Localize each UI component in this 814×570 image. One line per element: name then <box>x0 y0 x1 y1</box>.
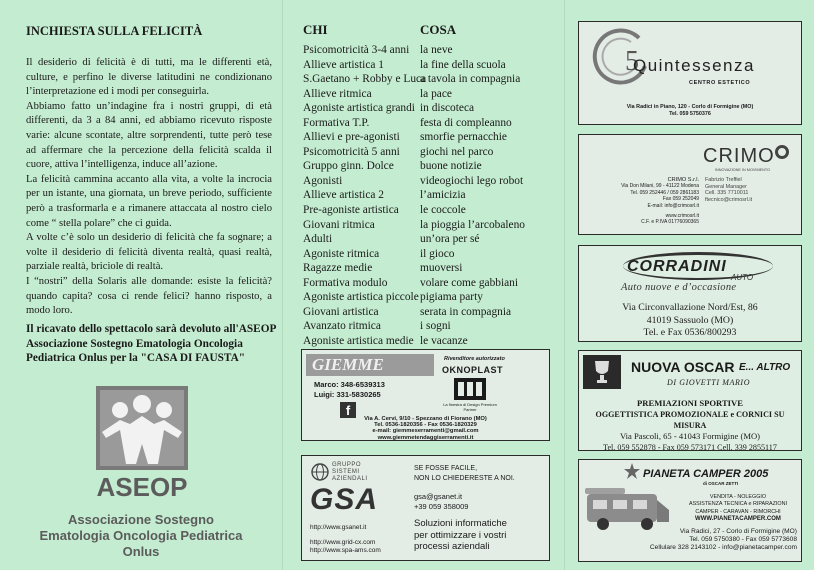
chi-item: Agoniste artistica grandi <box>303 102 415 115</box>
cosa-item: festa di compleanno <box>420 116 512 129</box>
cosa-item: a tavola in compagnia <box>420 73 521 86</box>
survey-title: INCHIESTA SULLA FELICITÀ <box>26 24 203 38</box>
chi-item: Agonisti <box>303 174 343 187</box>
crimo-logo: CRIMO <box>703 145 775 167</box>
camper-service: VENDITA - NOLEGGIO <box>709 494 767 500</box>
crimo-contact-line: ftecnico@crimosrl.it <box>705 196 753 203</box>
camper-owner: di OSCAR ZETTI <box>703 481 739 486</box>
intro-paragraph: A volte c’è solo un desiderio di felicità che fa sognare; a volte il desiderio di felicità diventa realtà, quasi realtà, parziale realtà, briciole di realtà. <box>26 232 272 273</box>
gsa-slogan: NON LO CHIEDERESTE A NOI. <box>414 474 515 482</box>
giemme-phone: Luigi: 331-5830265 <box>314 390 381 399</box>
gsa-group-line: GRUPPO <box>332 462 362 468</box>
corradini-tagline: Auto nuove e d’occasione <box>621 282 737 293</box>
intro-text <box>26 56 272 319</box>
oscar-owner: DI GIOVETTI MARIO <box>667 378 751 387</box>
svg-text:5: 5 <box>625 46 639 77</box>
chi-item: Allieve ritmica <box>303 87 372 100</box>
corradini-address-line: Via Circonvallazione Nord/Est, 86 <box>622 302 758 313</box>
giemme-address-line: Tel. 0536-1820356 - Fax 0536-1820329 <box>374 422 477 429</box>
aseop-logo <box>82 380 202 504</box>
oscar-line: Via Pascoli, 65 - 41043 Formigine (MO) <box>619 431 761 441</box>
cosa-item: buone notizie <box>420 160 482 173</box>
chi-list <box>303 43 427 348</box>
chi-item: Gruppo ginn. Dolce <box>303 160 394 173</box>
chi-item: Agoniste artistica piccole <box>303 291 419 304</box>
pianeta-camper-ad <box>578 459 802 562</box>
crimo-ad <box>578 134 802 235</box>
crimo-tagline: INNOVAZIONE IN MOVIMENTO <box>715 168 771 172</box>
aseop-logo-text: ASEOP <box>96 472 188 502</box>
oscar-line: PREMIAZIONI SPORTIVE <box>637 398 743 408</box>
association-name <box>0 512 282 560</box>
camper-address-line: Cellulare 328 2143102 - info@pianetacamper.com <box>649 544 797 551</box>
quintessenza-address: Via Radici in Piano, 120 - Corlo di Formigine (MO) <box>626 104 754 110</box>
giemme-address-line: www.giemmetendaggiserramenti.it <box>377 434 474 441</box>
chi-item: Avanzato ritmica <box>303 320 381 333</box>
corradini-address-line: 41019 Sassuolo (MO) <box>646 314 734 326</box>
giemme-phone: Marco: 348-6539313 <box>314 380 385 389</box>
chi-item: Formativa T.P. <box>303 116 370 129</box>
crimo-company: CRIMO S.r.l. <box>667 177 699 183</box>
crimo-contact-line: Fabrizio Treffiel <box>705 177 742 183</box>
gsa-email[interactable]: gsa@gsanet.it <box>414 492 463 501</box>
corradini-subtitle: AUTO <box>731 273 754 282</box>
quintessenza-tel: Tel. 059 5750376 <box>669 111 711 117</box>
cosa-item: serata in compagnia <box>420 305 512 318</box>
gsa-description: processi aziendali <box>414 541 490 552</box>
chi-item: Ragazze medie <box>303 262 373 275</box>
cosa-item: smorfie pernacchie <box>420 131 507 144</box>
chi-item: Agoniste artistica medie <box>303 334 414 347</box>
gsa-slogan: SE FOSSE FACILE, <box>414 465 478 472</box>
gsa-group-line: SISTEMI <box>332 469 360 475</box>
camper-service: CAMPER - CARAVAN - RIMORCHI <box>695 508 781 515</box>
quintessenza-logo: Quintessenza <box>633 56 755 75</box>
camper-address-line: Tel. 059 5750380 - Fax 059 5773608 <box>689 536 797 543</box>
cosa-item: le coccole <box>420 204 466 217</box>
globe-icon <box>310 462 330 482</box>
chi-item: Psicomotricità 5 anni <box>303 145 400 158</box>
cosa-item: pigiama party <box>420 291 483 304</box>
crimo-web[interactable]: www.crimosrl.it <box>665 213 699 219</box>
oknoplast-logo: OKNOPLAST <box>442 365 504 375</box>
chi-item: S.Gaetano + Robby e Luca <box>303 73 427 86</box>
cosa-item: un’ora per sé <box>420 233 480 246</box>
window-icon <box>454 378 486 400</box>
cosa-item: la pioggia l’arcobaleno <box>420 218 526 231</box>
corradini-ad <box>578 245 802 342</box>
cosa-item: videogiochi lego robot <box>420 174 524 187</box>
chi-item: Allieve artistica 1 <box>303 58 384 71</box>
gsa-logo: GSA <box>310 483 379 516</box>
corradini-address-line: Tel. e Fax 0536/800293 <box>643 327 737 338</box>
gsa-phone: +39 059 358009 <box>414 501 469 511</box>
crimo-vat: C.F. e P.IVA 01776090365 <box>641 219 699 226</box>
cosa-item: i sogni <box>420 320 451 333</box>
star-icon <box>623 462 641 480</box>
gsa-url[interactable]: http://www.spa-ams.com <box>310 547 381 554</box>
cosa-item: in discoteca <box>420 102 475 115</box>
crimo-address-line: Tel. 059 252446 / 059 2861183 <box>630 189 699 196</box>
chi-item: Allievi e pre-agonisti <box>303 131 400 144</box>
chi-header: CHI <box>303 22 328 37</box>
crimo-address-line: Fax 059 252049 <box>662 196 699 203</box>
intro-paragraph: I “nostri” della Solaris alle domande: esiste la felicità? quando capita? cosa ci rende felici? hanno risposto, a modo loro. <box>26 275 272 317</box>
corradini-logo: CORRADINI <box>627 258 727 275</box>
camper-service: ASSISTENZA TECNICA e RIPARAZIONI <box>688 501 788 508</box>
quintessenza-subtitle: CENTRO ESTETICO <box>689 80 751 86</box>
crimo-contact-line: Cell. 335 7710011 <box>705 190 749 196</box>
gsa-description: per ottimizzare i vostri <box>414 529 507 541</box>
cosa-item: la fine della scuola <box>420 58 506 71</box>
oscar-logo: NUOVA OSCAR <box>631 359 735 375</box>
cosa-item: volare come gabbiani <box>420 276 519 289</box>
cosa-item: muoversi <box>420 262 463 275</box>
trophy-shape-icon <box>591 359 613 385</box>
intro-paragraph: Abbiamo fatto un’indagine fra i nostri gruppi, di età differenti, da 3 a 84 anni, ed abbiamo ricevuto risposte varie: alcune scontate, altre sorprendenti, tutte però tese ad affermare che la percezione della felicità scalda il cuore, attiva l’intelligenza, induce all’azione. <box>26 100 272 171</box>
chi-item: Allieve artistica 2 <box>303 189 384 202</box>
crimo-contact-line: General Manager <box>705 183 747 190</box>
chi-item: Agoniste ritmica <box>303 247 380 260</box>
cosa-item: il gioco <box>420 247 455 260</box>
association-name-line: Onlus <box>122 544 160 559</box>
intro-paragraph: La felicità cammina accanto alla vita, a volte la incrocia per un istante, una giornata, un breve periodo, sufficiente però a trasformarla e a rimanere attaccata al nostro cielo come “ stella polare” che ci guida. <box>26 173 272 229</box>
giemme-dealer: Rivenditore autorizzato <box>444 356 505 362</box>
oscar-line: OGGETTISTICA PROMOZIONALE e CORNICI SU MISURA <box>595 410 785 430</box>
oknoplast-tagline: La finestra di Design Premium Partner <box>443 402 497 412</box>
camper-address-line: Via Radici, 27 - Corlo di Formigine (MO) <box>679 528 797 535</box>
cosa-list <box>420 43 560 348</box>
nuova-oscar-ad <box>578 350 802 451</box>
crimo-address-line: E-mail: info@crimosrl.it <box>647 202 699 209</box>
cosa-item: giochi nel parco <box>420 145 494 158</box>
quintessenza-ad <box>578 21 802 125</box>
cosa-item: l’amicizia <box>420 189 466 202</box>
cosa-item: la pace <box>420 87 452 100</box>
gsa-url[interactable]: http://www.gsanet.it <box>310 524 367 531</box>
cosa-header: COSA <box>420 22 457 37</box>
cosa-item: la neve <box>420 44 453 56</box>
crimo-address-line: Via Don Milani, 99 - 41122 Modena <box>621 183 699 190</box>
facebook-icon: f <box>340 402 356 418</box>
association-name-line: Associazione Sostegno <box>68 512 214 527</box>
gsa-ad <box>301 455 550 561</box>
intro-paragraph: Il desiderio di felicità è di tutti, ma le differenti età, culture, e perfino le diverse latitudini ne condizionano l’interpretazione ed i modi per conseguirla. <box>26 57 272 98</box>
chi-item: Adulti <box>303 233 333 246</box>
chi-item: Pre-agoniste artistica <box>303 204 399 217</box>
gsa-group-line: AZIENDALI <box>332 476 368 482</box>
oscar-extra: E... ALTRO <box>739 362 791 373</box>
proceeds-note: Il ricavato dello spettacolo sarà devoluto all'ASEOP Associazione Sostegno Ematologia Oncologia Pediatrica Onlus per la "CASA DI FAUSTA" <box>26 323 276 364</box>
chi-item: Giovani ritmica <box>303 218 375 231</box>
crimo-logo-mark-icon <box>775 145 789 159</box>
chi-item: Psicomotricità 3-4 anni <box>303 44 410 56</box>
association-name-line: Ematologia Oncologia Pediatrica <box>39 528 243 543</box>
giemme-address-line: Via A. Cervi, 9/10 - Spezzano di Fiorano (MO) <box>364 416 487 422</box>
giemme-ad <box>301 349 550 441</box>
chi-item: Formativa modulo <box>303 276 388 289</box>
camper-logo: PIANETA CAMPER 2005 <box>643 468 769 480</box>
giemme-logo: GIEMME <box>312 355 384 374</box>
chi-item: Giovani artistica <box>303 305 379 318</box>
camper-web[interactable]: WWW.PIANETACAMPER.COM <box>695 516 781 523</box>
giemme-address-line: e-mail: giemmeserramenti@gmail.com <box>372 428 479 435</box>
cosa-item: le vacanze <box>420 334 468 347</box>
oscar-line: Tel. 059 552878 - Fax 059 573171 Cell. 339 2855117 <box>603 443 777 451</box>
gsa-url[interactable]: http://www.grid-cx.com <box>310 539 376 546</box>
gsa-description: Soluzioni informatiche <box>414 518 507 529</box>
